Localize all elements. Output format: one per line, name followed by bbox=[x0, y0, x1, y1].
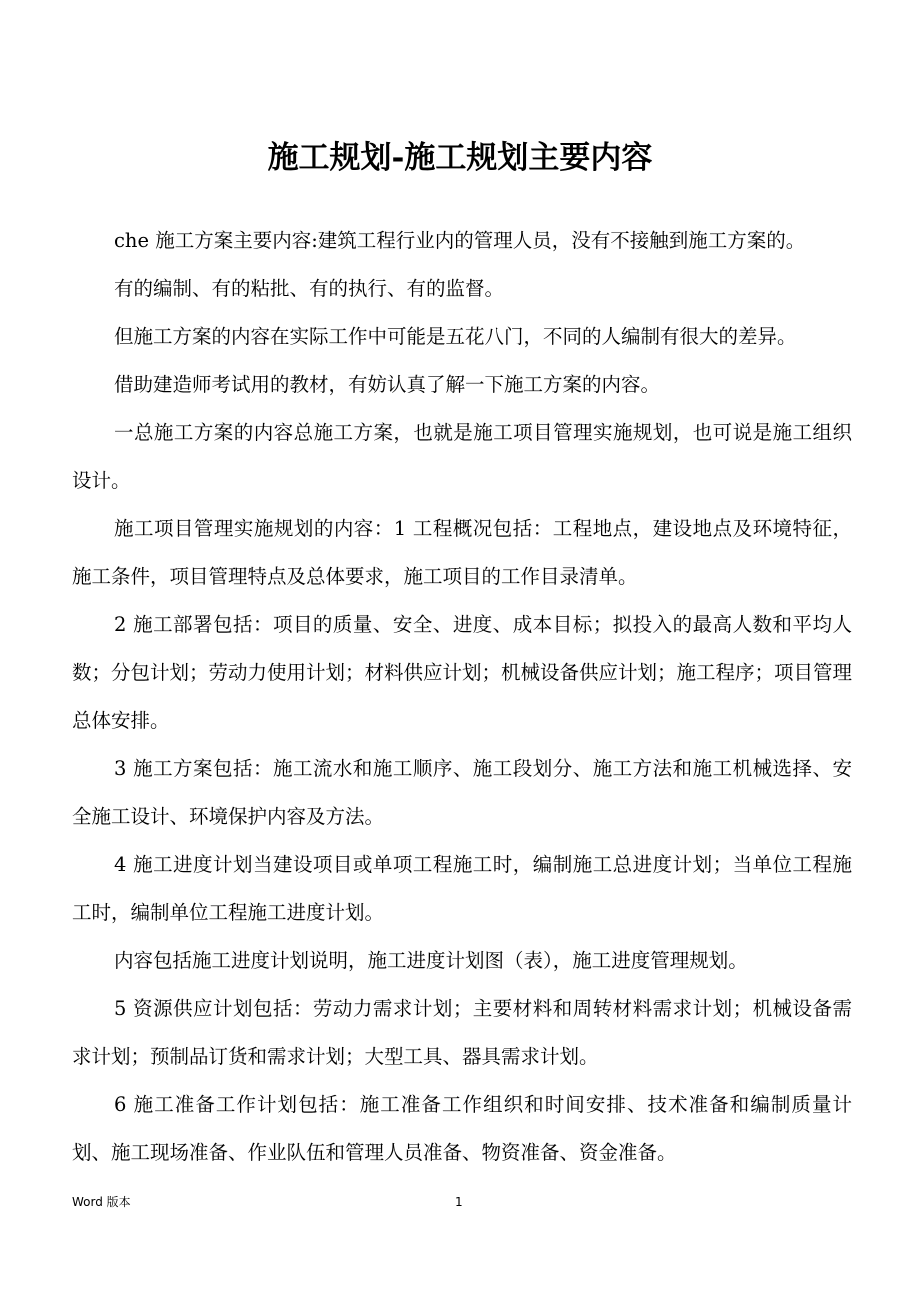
paragraph: 4 施工进度计划当建设项目或单项工程施工时，编制施工总进度计划；当单位工程施工时，编制单位工程施工进度计划。 bbox=[72, 853, 852, 924]
paragraph: 2 施工部署包括：项目的质量、安全、进度、成本目标；拟投入的最高人数和平均人数；分包计划；劳动力使用计划；材料供应计划；机械设备供应计划；施工程序；项目管理总体安排。 bbox=[72, 613, 853, 732]
page-title: 施工规划-施工规划主要内容 bbox=[267, 140, 653, 176]
footer-label: Word 版本 bbox=[72, 1195, 131, 1209]
paragraph: 5 资源供应计划包括：劳动力需求计划；主要材料和周转材料需求计划；机械设备需求计划；预制品订货和需求计划；大型工具、器具需求计划。 bbox=[72, 997, 852, 1068]
paragraph: 6 施工准备工作计划包括：施工准备工作组织和时间安排、技术准备和编制质量计划、施工现场准备、作业队伍和管理人员准备、物资准备、资金准备。 bbox=[72, 1093, 852, 1164]
paragraph: 内容包括施工进度计划说明，施工进度计划图（表），施工进度管理规划。 bbox=[114, 949, 748, 972]
paragraph: che 施工方案主要内容:建筑工程行业内的管理人员，没有不接触到施工方案的。 bbox=[114, 229, 806, 252]
document-body bbox=[72, 217, 852, 1177]
paragraph: 借助建造师考试用的教材，有妨认真了解一下施工方案的内容。 bbox=[114, 373, 661, 396]
page-number: 1 bbox=[455, 1195, 463, 1209]
paragraph: 一总施工方案的内容总施工方案，也就是施工项目管理实施规划，也可说是施工组织设计。 bbox=[72, 421, 852, 492]
paragraph: 但施工方案的内容在实际工作中可能是五花八门，不同的人编制有很大的差异。 bbox=[114, 325, 797, 348]
paragraph: 有的编制、有的粘批、有的执行、有的监督。 bbox=[114, 277, 505, 300]
paragraph: 3 施工方案包括：施工流水和施工顺序、施工段划分、施工方法和施工机械选择、安全施工设计、环境保护内容及方法。 bbox=[72, 757, 852, 828]
paragraph: 施工项目管理实施规划的内容：1 工程概况包括：工程地点，建设地点及环境特征，施工条件，项目管理特点及总体要求，施工项目的工作目录清单。 bbox=[72, 517, 852, 588]
